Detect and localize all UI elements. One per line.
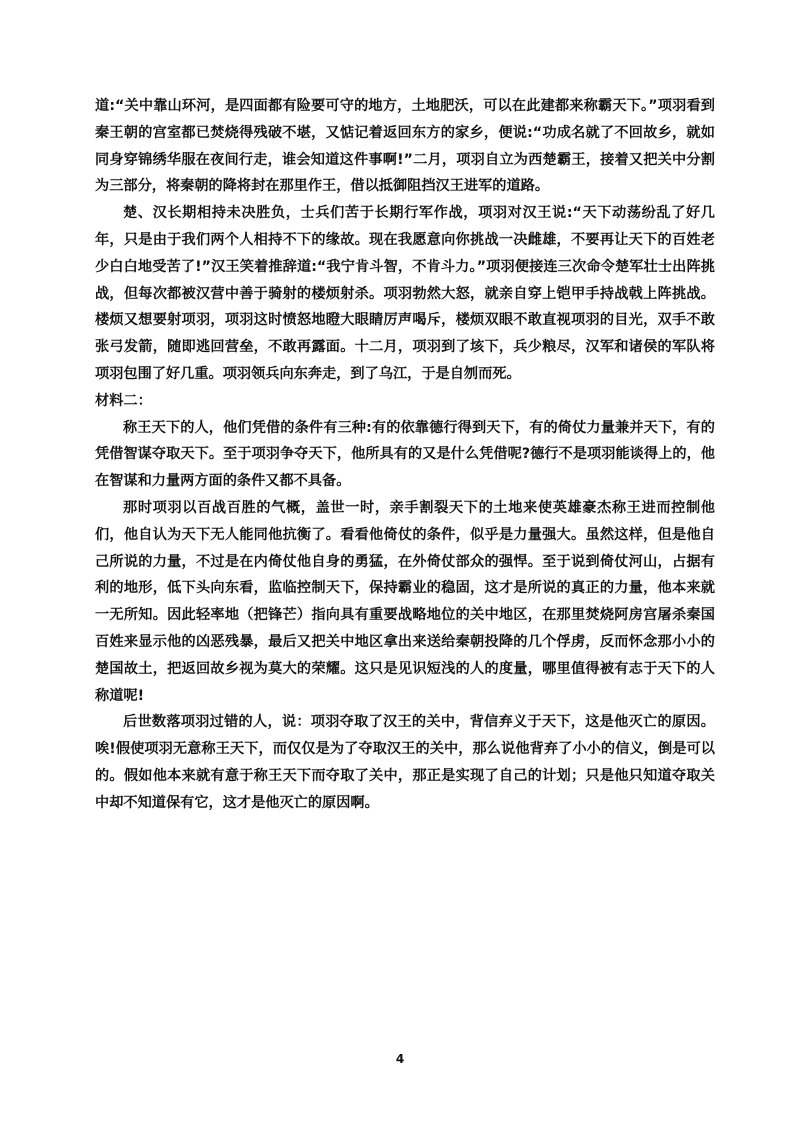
paragraph-3: 称王天下的人，他们凭借的条件有三种:有的依靠德行得到天下，有的倚仗力量兼并天下，有的凭借智谋夺取天下。至于项羽争夺天下，他所具有的又是什么凭借呢?德行不是项羽能谈得上的，他在智谋和力量两方面的条件又都不具备。 <box>95 419 715 490</box>
paragraph-5: 后世数落项羽过错的人，说：项羽夺取了汉王的关中，背信弃义于天下，这是他灭亡的原因。唉!假使项羽无意称王天下，而仅仅是为了夺取汉王的关中，那么说他背弃了小小的信义，倒是可以的。假如他本来就有意于称王天下而夺取了关中，那正是实现了自己的计划；只是他只知道夺取关中却不知道保有它，这才是他灭亡的原因啊。 <box>95 714 715 811</box>
paragraph-4: 那时项羽以百战百胜的气概，盖世一时，亲手割裂天下的土地来使英雄豪杰称王进而控制他们，他自认为天下无人能同他抗衡了。看看他倚仗的条件，似乎是力量强大。虽然这样，但是他自己所说的力量，不过是在内倚仗他自身的勇猛，在外倚仗部众的强悍。至于说到倚仗河山，占据有利的地形，低下头向东看，监临控制天下，保持霸业的稳固，这才是所说的真正的力量，他本来就一无所知。因此轻率地（把锋芒）指向具有重要战略地位的关中地区，在那里焚烧阿房宫屠杀秦国百姓来显示他的凶恶残暴，最后又把关中地区拿出来送给秦朝投降的几个俘虏，反而怀念那小小的楚国故土，把返回故乡视为莫大的荣耀。这只是见识短浅的人的度量，哪里值得被有志于天下的人称道呢! <box>95 499 715 704</box>
section-heading-material-two: 材料二： <box>95 392 152 409</box>
page-number: 4 <box>395 1052 405 1066</box>
document-body <box>95 93 715 817</box>
paragraph-1: 道:“关中靠山环河，是四面都有险要可守的地方，土地肥沃，可以在此建都来称霸天下。”项羽看到秦王朝的宫室都已焚烧得残破不堪，又惦记着返回东方的家乡，便说:“功成名就了不回故乡，就如同身穿锦绣华服在夜间行走，谁会知道这件事啊!”二月，项羽自立为西楚霸王，接着又把关中分割为三部分，将秦朝的降将封在那里作王，借以抵御阻挡汉王进军的道路。 <box>95 98 715 195</box>
paragraph-2: 楚、汉长期相持未决胜负，士兵们苦于长期行军作战，项羽对汉王说:“天下动荡纷乱了好几年，只是由于我们两个人相持不下的缘故。现在我愿意向你挑战一决雌雄，不要再让天下的百姓老少白白地受苦了!”汉王笑着推辞道:“我宁肯斗智，不肯斗力。”项羽便接连三次命令楚军壮士出阵挑战，但每次都被汉营中善于骑射的楼烦射杀。项羽勃然大怒，就亲自穿上铠甲手持战戟上阵挑战。楼烦又想要射项羽，项羽这时愤怒地瞪大眼睛厉声喝斥，楼烦双眼不敢直视项羽的目光，双手不敢张弓发箭，随即逃回营垒，不敢再露面。十二月，项羽到了垓下，兵少粮尽，汉军和诸侯的军队将项羽包围了好几重。项羽领兵向东奔走，到了乌江，于是自刎而死。 <box>95 205 715 382</box>
